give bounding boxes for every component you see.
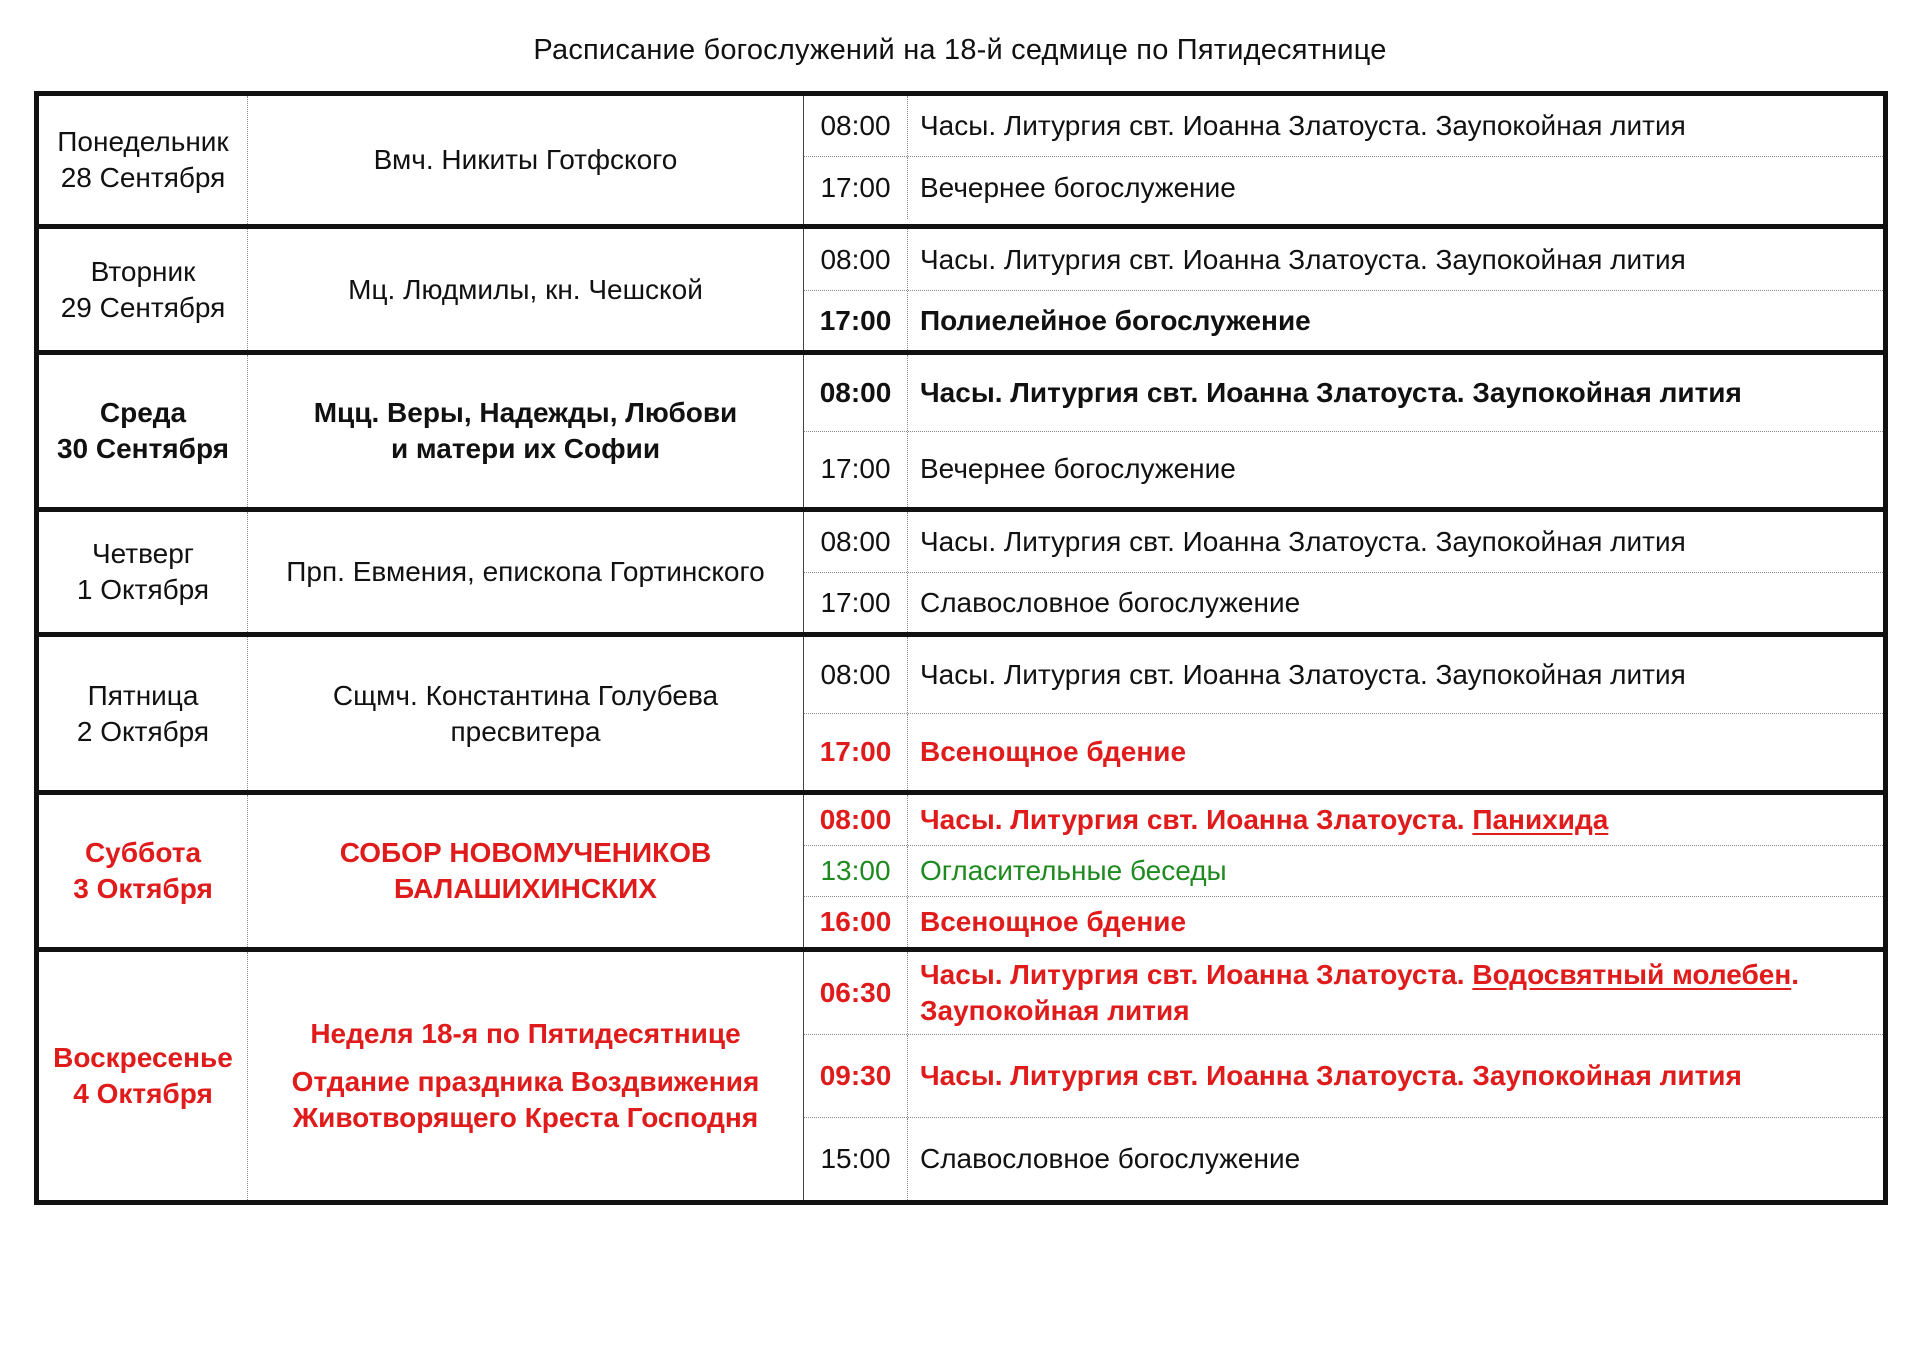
date: 28 Сентября — [60, 162, 226, 193]
day-row-friday — [39, 632, 1883, 790]
service-time: 15:00 — [804, 1118, 908, 1200]
service-time: 06:30 — [804, 952, 908, 1034]
date: 1 Октября — [76, 574, 210, 605]
service-text: Часы. Литургия свт. Иоанна Златоуста. Заупокойная лития — [920, 376, 1742, 408]
service-row — [804, 156, 1883, 219]
service-time: 17:00 — [804, 432, 908, 508]
saint-line: СОБОР НОВОМУЧЕНИКОВ — [339, 837, 712, 868]
weekday: Понедельник — [57, 126, 229, 157]
saint-line: пресвитера — [450, 715, 601, 747]
weekday: Четверг — [91, 538, 195, 569]
services-list — [804, 637, 1883, 790]
service-row — [804, 1034, 1883, 1116]
service-time: 08:00 — [804, 229, 908, 290]
day-row-monday — [39, 96, 1883, 224]
service-time: 17:00 — [804, 714, 908, 790]
date: 4 Октября — [73, 1078, 213, 1109]
service-text: Славословное богослужение — [920, 586, 1301, 618]
date: 2 Октября — [76, 715, 210, 747]
weekday: Воскресенье — [53, 1042, 233, 1073]
saint-cell — [248, 96, 804, 224]
schedule-table — [34, 91, 1888, 1205]
date: 29 Сентября — [60, 291, 226, 323]
saint-cell — [248, 229, 804, 350]
service-text: Вечернее богослужение — [920, 172, 1236, 203]
vodosvyatny-moleben-link[interactable]: Водосвятный молебен — [1472, 959, 1792, 991]
day-row-wednesday — [39, 350, 1883, 507]
saint-cell — [248, 795, 804, 947]
weekday: Пятница — [87, 679, 199, 711]
service-text: Часы. Литургия свт. Иоанна Златоуста. Заупокойная лития — [920, 659, 1686, 691]
services-list — [804, 952, 1883, 1200]
saint-cell — [248, 512, 804, 632]
service-text-part: Часы. Литургия свт. Иоанна Златоуста. — [920, 804, 1473, 836]
service-row — [804, 795, 1883, 845]
service-time: 17:00 — [804, 291, 908, 350]
service-time: 08:00 — [804, 637, 908, 713]
date: 30 Сентября — [56, 433, 230, 464]
service-row — [804, 290, 1883, 350]
service-time: 08:00 — [804, 795, 908, 845]
service-time: 13:00 — [804, 846, 908, 895]
services-list — [804, 355, 1883, 507]
service-text: Часы. Литургия свт. Иоанна Златоуста. Заупокойная лития — [920, 1060, 1742, 1091]
saint-cell — [248, 637, 804, 790]
service-time: 17:00 — [804, 573, 908, 632]
saint-cell — [248, 952, 804, 1200]
day-row-sunday — [39, 947, 1883, 1200]
saint-line: Отдание праздника Воздвижения — [291, 1066, 760, 1097]
service-time: 08:00 — [804, 355, 908, 431]
service-time: 17:00 — [804, 157, 908, 219]
service-time: 08:00 — [804, 512, 908, 572]
day-row-saturday — [39, 790, 1883, 947]
weekday: Вторник — [90, 255, 196, 287]
saint-line: Неделя 18-я по Пятидесятнице — [310, 1018, 741, 1049]
service-row — [804, 637, 1883, 713]
day-cell — [39, 795, 248, 947]
service-text-part: . — [1791, 959, 1800, 991]
service-text: Часы. Литургия свт. Иоанна Златоуста. Заупокойная лития — [920, 110, 1686, 141]
service-row — [804, 355, 1883, 431]
service-row — [804, 952, 1883, 1034]
service-text-part: Заупокойная лития — [920, 995, 1190, 1027]
service-time: 08:00 — [804, 96, 908, 156]
saint-line: Мц. Людмилы, кн. Чешской — [348, 273, 703, 305]
day-cell — [39, 355, 248, 507]
saint-cell — [248, 355, 804, 507]
services-list — [804, 795, 1883, 947]
service-row — [804, 1117, 1883, 1200]
services-list — [804, 96, 1883, 224]
service-text: Полиелейное богослужение — [920, 304, 1311, 336]
panikhida-link[interactable]: Панихида — [1472, 804, 1609, 836]
saint-line: Прп. Евмения, епископа Гортинского — [286, 556, 765, 587]
service-text: Всенощное бдение — [920, 736, 1187, 768]
service-text: Всенощное бдение — [920, 905, 1187, 937]
service-row — [804, 229, 1883, 290]
services-list — [804, 229, 1883, 350]
saint-line: и матери их Софии — [390, 433, 661, 464]
saint-block — [292, 1064, 760, 1136]
service-row — [804, 431, 1883, 508]
day-row-thursday — [39, 507, 1883, 632]
service-text: Вечернее богослужение — [920, 453, 1236, 485]
service-row — [804, 512, 1883, 572]
service-text: Часы. Литургия свт. Иоанна Златоуста. Заупокойная лития — [920, 243, 1686, 275]
service-row — [804, 713, 1883, 790]
day-row-tuesday — [39, 224, 1883, 350]
saint-line: Мцц. Веры, Надежды, Любови — [313, 397, 738, 428]
services-list — [804, 512, 1883, 632]
day-cell — [39, 637, 248, 790]
saint-line: БАЛАШИХИНСКИХ — [394, 873, 657, 904]
saint-line: Сщмч. Константина Голубева — [332, 679, 719, 711]
service-row — [804, 96, 1883, 156]
service-text: Часы. Литургия свт. Иоанна Златоуста. Заупокойная лития — [920, 526, 1686, 557]
saint-line: Животворящего Креста Господня — [292, 1102, 759, 1133]
service-text — [908, 957, 1883, 1029]
weekday: Среда — [99, 397, 187, 428]
page-title: Расписание богослужений на 18-й седмице по Пятидесятнице — [533, 34, 1387, 66]
day-cell — [39, 229, 248, 350]
date: 3 Октября — [73, 873, 213, 904]
service-row — [804, 845, 1883, 895]
day-cell — [39, 952, 248, 1200]
service-row — [804, 572, 1883, 632]
saint-line: Вмч. Никиты Готфского — [373, 144, 678, 175]
service-time: 09:30 — [804, 1035, 908, 1116]
service-row — [804, 896, 1883, 947]
service-text-part: Часы. Литургия свт. Иоанна Златоуста. — [920, 959, 1473, 991]
service-time: 16:00 — [804, 897, 908, 947]
weekday: Суббота — [84, 837, 202, 868]
service-text: Славословное богослужение — [920, 1142, 1301, 1174]
day-cell — [39, 512, 248, 632]
service-text — [908, 802, 1883, 838]
service-text: Огласительные беседы — [920, 855, 1227, 886]
day-cell — [39, 96, 248, 224]
